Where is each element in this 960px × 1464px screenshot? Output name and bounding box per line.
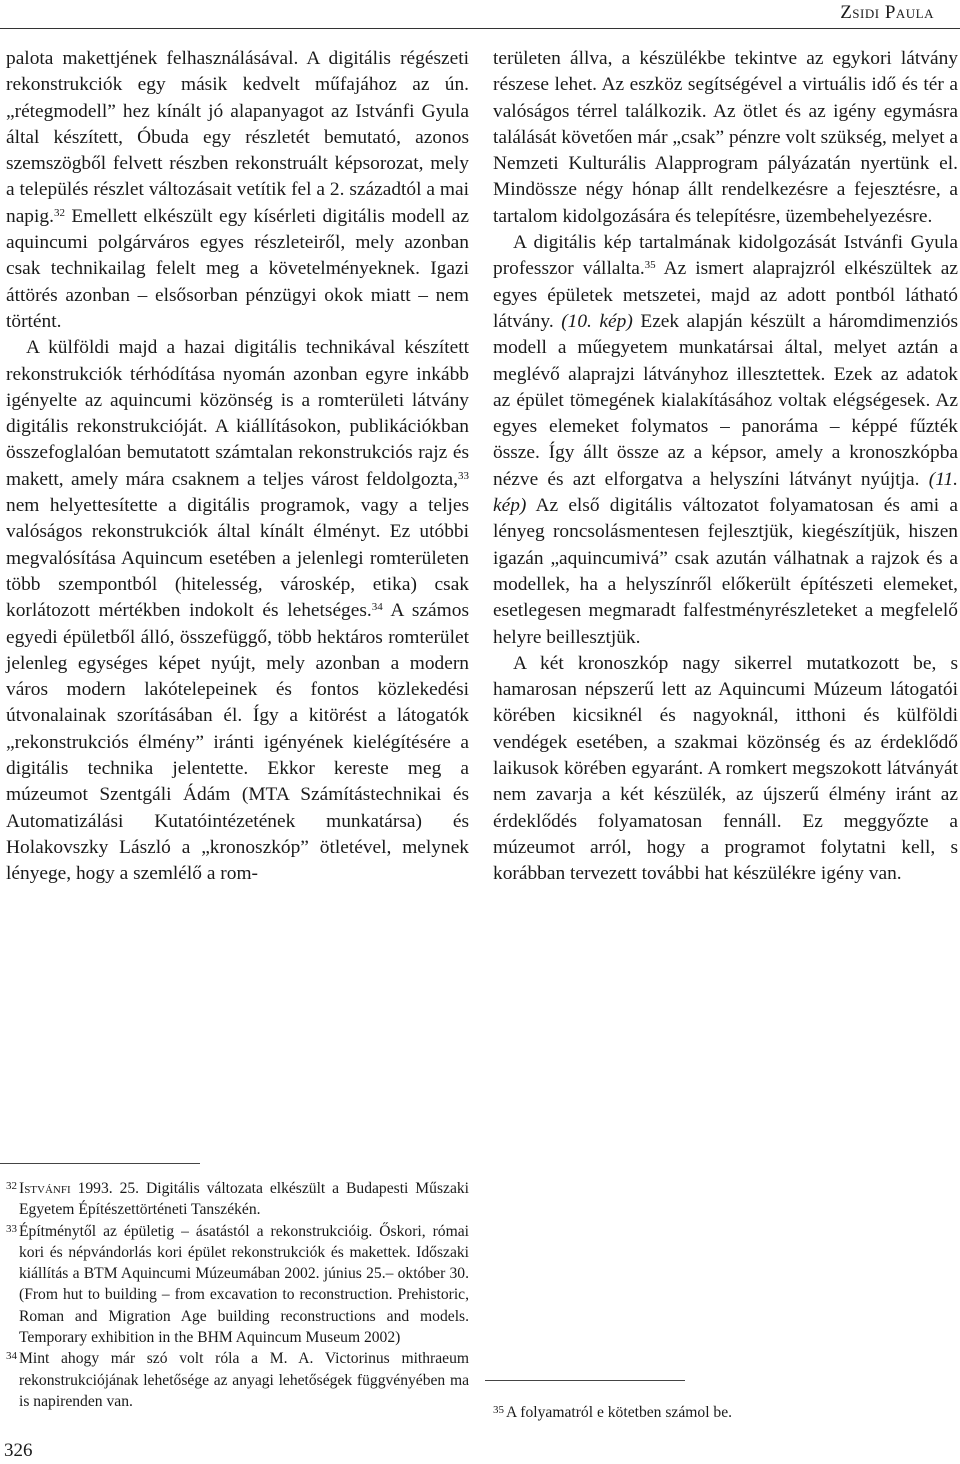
footnote-rule-right <box>485 1380 685 1381</box>
right-column <box>493 46 958 888</box>
figure-ref-11: (11. kép) <box>493 468 958 517</box>
right-p1-text-a: területen állva, a készülékbe tekintve az egykori látvány részese lehet. Az eszköz segítségével a virtuális idő és tér a valóságos térrel találkozik. Az ötlet és az igény egymásra találását követően már „csak” pénzre volt szükség, melyet a Nemzeti Kulturális Alapprogram pályázatán nyertünk el. Mindössze négy hónap állt rendelkezésre a fejesztésre, a tartalom kidolgozására és telepítésre, üzembehelyezésre. <box>493 48 958 227</box>
footnote-text: 1993. 25. Digitális változata elkészült a Budapesti Műszaki Egyetem Építészettörténeti Tanszékén. <box>19 1180 469 1219</box>
left-column <box>6 46 469 888</box>
footnote-ref-34: 34 <box>371 601 383 614</box>
left-paragraph-2 <box>6 335 469 887</box>
running-head-author: Zsidi Paula <box>840 2 934 23</box>
footnote-35 <box>493 1402 958 1423</box>
right-p2-text-a: A digitális kép tartalmának kidolgozását Istvánfi Gyula professzor vállalta. <box>493 232 958 280</box>
footnotes-right <box>493 1402 958 1423</box>
left-p2-text-b: nem helyettesítette a digitális programok, vagy a teljes valóságos rekonstrukciók által kínált élményt. Ez utóbbi megvalósítása Aquincum esetében a jelenlegi romterületen több szempontból (hitelesség, városkép, etika) csak korlátozott mértékben indokolt és lehetséges. <box>6 495 469 622</box>
right-paragraph-1 <box>493 46 958 230</box>
left-p1-text-b: Emellett elkészült egy kísérleti digitális modell az aquincumi polgárváros egyes részleteiről, mely azonban csak technikailag felelt meg a követelményeknek. Igazi áttörés azonban – elsősorban pénzügyi okok miatt – nem történt. <box>6 205 469 332</box>
figure-ref-10: (10. kép) <box>561 310 633 332</box>
right-paragraph-2 <box>493 230 958 651</box>
footnote-author: Istvánfi <box>19 1180 71 1197</box>
footnote-34 <box>6 1348 469 1412</box>
footnote-number: 35 <box>493 1404 504 1416</box>
right-p3-text-a: A két kronoszkóp nagy sikerrel mutatkozott be, s hamarosan népszerű lett az Aquincumi Múzeum látogatói körében kicsiknél és nagyoknál, itthoni és külföldi vendégek esetében, a szakmai közönség és az érdeklődő laikusok körében egyaránt. A romkert megszokott látványát nem zavarja a két készülék, az újszerű élmény iránt az érdeklődés folyamatosan fennáll. Ez meggyőzte a múzeumot arról, hogy a programot folytatni kell, s korábban tervezett további hat készülékre igény van. <box>493 652 958 885</box>
footnotes-left <box>6 1178 469 1412</box>
left-paragraph-1 <box>6 46 469 335</box>
footnote-text: A folyamatról e kötetben számol be. <box>506 1404 733 1421</box>
footnote-text: Mint ahogy már szó volt róla a M. A. Victorinus mithraeum rekonstrukciójának lehetősége az anyagi lehetőségek függvényében ma is napirenden van. <box>19 1350 469 1410</box>
page-number: 326 <box>4 1440 33 1461</box>
footnote-ref-33: 33 <box>458 469 469 482</box>
right-p2-text-c: Ezek alapján készült a háromdimenziós modell a műegyetem munkatársai által, melyet aztán a meglévő alaprajzi látványhoz illesztettek. Ezek az adatok az épület tömegének kialakításához voltak elégségesek. Az egyes elemeket folymatos – panoráma – képpé fűzték össze. Így állt össze az a képsor, amely a kronoszkópba nézve és azt elforgatva a helyszíni látványt nyújtja. <box>493 310 958 490</box>
footnote-ref-32: 32 <box>53 206 65 219</box>
footnote-number: 34 <box>6 1350 17 1363</box>
footnote-33 <box>6 1221 469 1349</box>
right-p2-text-d: Az első digitális változatot folyamatosan és ami a lényeg roncsolásmentesen fejlesztjük, kiegészítjük, hiszen igazán „aquincumivá” csak azután válhatnak a rajzok és a modellek, ha a helyszínről előkerült építészeti elemeket, esetlegesen megmaradt falfestményrészleteket a megfelelő helyre beillesztjük. <box>493 495 958 648</box>
header-rule <box>0 28 960 29</box>
footnote-number: 32 <box>6 1180 17 1192</box>
left-p1-text-a: palota makettjének felhasználásával. A digitális régészeti rekonstrukciók egy másik kedvelt műfajához az ún. „rétegmodell” hez kínált jó alapanyagot az Istvánfi Gyula által készített, Óbuda egy részletét bemutató, azonos szemszögből felvett részben rekonstruált képsorozat, mely a település részlet változásait vetítik fel a 2. századtól a mai napig. <box>6 48 469 227</box>
footnote-text: Építménytől az épületig – ásatástól a rekonstrukcióig. Őskori, római kori és népvándorlás kori épület rekonstrukciók és makettek. Időszaki kiállítás a BTM Aquincumi Múzeumában 2002. június 25.– október 30. (From hut to building – from excavation to reconstruction. Prehistoric, Roman and Migration Age building reconstructions and models. Temporary exhibition in the BHM Aquincum Museum 2002) <box>19 1222 469 1347</box>
footnote-rule-left <box>0 1163 200 1164</box>
left-p2-text-a: A külföldi majd a hazai digitális technikával készített rekonstrukciók térhódítása nyomán azonban egyre inkább igényelte az aquincumi közönség is a romterületi látvány digitális rekonstrukcióját. A kiállításokon, publikációkban összefoglalóan bemutatott számtalan rekonstrukciós rajz és makett, amely mára csaknem a teljes várost feldolgozta, <box>6 337 469 490</box>
footnote-32 <box>6 1178 469 1221</box>
running-head <box>0 0 960 30</box>
footnote-ref-35: 35 <box>644 259 656 272</box>
footnote-number: 33 <box>6 1222 17 1235</box>
right-p2-text-b: Az ismert alaprajzról elkészültek az egyes épületek metszetei, majd az adott pontból látható látvány. <box>493 258 958 332</box>
left-p2-text-c: A számos egyedi épületből álló, összefüggő, több hektáros romterület jelenleg egységes képet nyújt, mely azonban a modern város modern lakótelepeinek és fontos közlekedési útvonalainak szorításában él. Így a kitörést a látogatók „rekonstrukciós élmény” iránti igényének kielégítésére a digitális technika jelentette. Ekkor kereste meg a múzeumot Szentgáli Ádám (MTA Számítástechnikai és Automatizálási Kutatóintézetének munkatársa) és Holakovszky László a „kronoszkóp” ötletével, melynek lényege, hogy a szemlélő a rom- <box>6 600 469 885</box>
right-paragraph-3 <box>493 651 958 888</box>
